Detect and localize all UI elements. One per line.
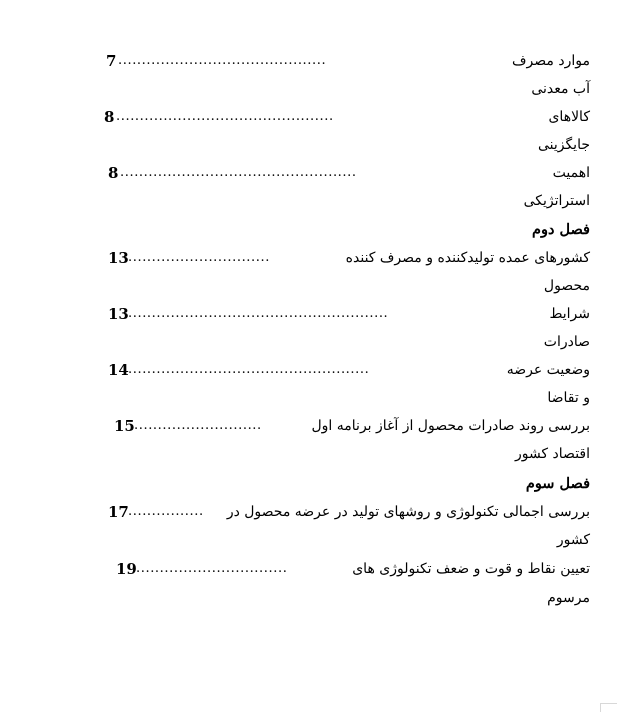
toc-entry-continuation (100, 187, 590, 215)
toc-entry (100, 103, 590, 131)
entry-title: اقتصاد کشور (514, 446, 590, 462)
page-corner-mark (600, 703, 617, 712)
chapter-heading (100, 216, 590, 244)
page-number: 13 (108, 305, 129, 323)
entry-title: استراتژیکی (523, 193, 590, 209)
entry-title: کشور (556, 532, 590, 548)
entry-title: بررسی روند صادرات محصول از آغاز برنامه اول (311, 418, 590, 434)
dot-leader: .................................................. (120, 165, 357, 180)
page-number: 14 (108, 361, 129, 379)
dot-leader: .............................................. (116, 109, 334, 124)
entry-title: کالاهای (548, 109, 590, 125)
entry-title: آب معدنی (531, 81, 590, 97)
page-number: 8 (108, 164, 119, 182)
chapter-title: فصل سوم (525, 475, 590, 492)
dot-leader: ....................................................... (128, 306, 389, 321)
toc-entry-continuation (100, 584, 590, 612)
entry-title: جایگزینی (537, 137, 590, 153)
entry-title: مرسوم (547, 590, 590, 606)
page-number: 7 (106, 52, 117, 70)
toc-entry (100, 498, 590, 526)
chapter-heading (100, 470, 590, 498)
page-number: 8 (104, 108, 115, 126)
entry-title: بررسی اجمالی تکنولوژی و روشهای تولید در عرضه محصول در (226, 504, 590, 520)
page-number: 15 (114, 417, 135, 435)
entry-title: و تقاضا (547, 390, 590, 406)
table-of-contents (100, 0, 590, 716)
entry-title: صادرات (543, 334, 590, 350)
toc-entry (100, 412, 590, 440)
dot-leader: ................................................... (128, 362, 370, 377)
toc-entry-continuation (100, 328, 590, 356)
entry-title: محصول (543, 278, 590, 294)
dot-leader: ............................................ (118, 53, 327, 68)
entry-title: کشورهای عمده تولیدکننده و مصرف کننده (345, 250, 590, 266)
toc-entry-continuation (100, 526, 590, 554)
toc-entry (100, 159, 590, 187)
toc-entry-continuation (100, 272, 590, 300)
dot-leader: .............................. (128, 250, 270, 265)
toc-entry-continuation (100, 131, 590, 159)
toc-entry-continuation (100, 75, 590, 103)
toc-entry (100, 47, 590, 75)
toc-entry-continuation (100, 384, 590, 412)
toc-entry (100, 244, 590, 272)
entry-title: موارد مصرف (512, 53, 590, 69)
page-number: 19 (116, 560, 137, 578)
toc-entry (100, 356, 590, 384)
entry-title: اهمیت (552, 165, 590, 181)
entry-title: تعیین نقاط و قوت و ضعف تکنولوژی های (352, 561, 590, 577)
entry-title: وضعیت عرضه (506, 362, 590, 378)
dot-leader: ........................... (134, 418, 262, 433)
page-number: 17 (108, 503, 129, 521)
toc-entry-continuation (100, 440, 590, 468)
toc-entry (100, 300, 590, 328)
page-number: 13 (108, 249, 129, 267)
dot-leader: ................ (128, 504, 204, 519)
chapter-title: فصل دوم (532, 221, 590, 238)
entry-title: شرایط (549, 306, 590, 322)
dot-leader: ................................ (136, 561, 288, 576)
toc-entry (100, 555, 590, 583)
